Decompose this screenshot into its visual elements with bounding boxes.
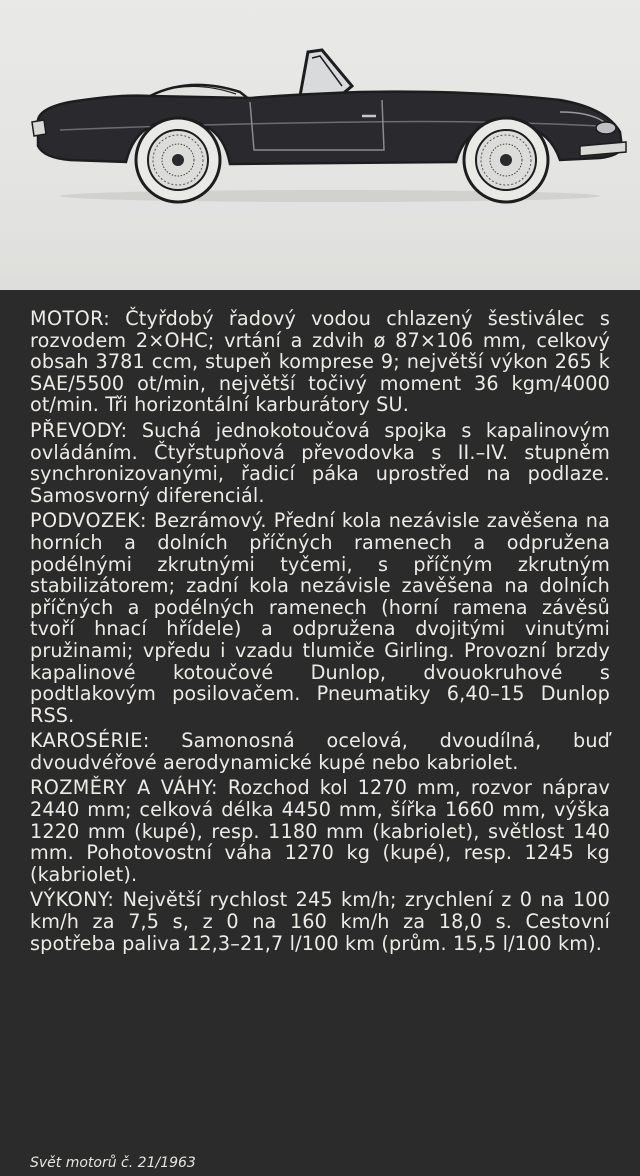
- technical-specs: [30, 308, 610, 958]
- spec-heading: KAROSÉRIE:: [30, 729, 150, 753]
- roadster-drawing: [0, 0, 640, 290]
- spec-heading: PŘEVODY:: [30, 418, 128, 442]
- front-wheel: [464, 118, 548, 202]
- spec-text: Čtyřdobý řadový vodou chlazený šestiválec s rozvodem 2×OHC; vrtání a zdvih ø 87×106 mm, celkový obsah 3781 ccm, stupeň komprese 9; největší výkon 265 k SAE/5500 ot/min, největší točivý moment 36 kgm/4000 ot/min. Tři horizontální karburátory SU.: [30, 307, 610, 417]
- spec-heading: ROZMĚRY A VÁHY:: [30, 776, 218, 800]
- spec-podvozek: [30, 510, 610, 726]
- spec-motor: [30, 308, 610, 416]
- spec-heading: VÝKONY:: [30, 888, 115, 912]
- spec-rozmery: [30, 777, 610, 885]
- rear-wheel: [136, 118, 220, 202]
- source-credit: Svět motorů č. 21/1963: [30, 1155, 196, 1171]
- spec-text: Rozchod kol 1270 mm, rozvor náprav 2440 mm; celková délka 4450 mm, šířka 1660 mm, výška 1220 mm (kupé), resp. 1180 mm (kabriolet), světlost 140 mm. Pohotovostní váha 1270 kg (kupé), resp. 1245 kg (kabriolet).: [30, 776, 610, 886]
- spec-text: Suchá jednokotoučová spojka s kapalinovým ovládáním. Čtyřstupňová převodovka s II.–IV. stupněm synchronizovanými, řadicí páka uprostřed na podlaze. Samosvorný diferenciál.: [30, 418, 610, 507]
- spec-vykony: [30, 889, 610, 954]
- spec-text: Bezrámový. Přední kola nezávisle zavěšena na horních a dolních příčných ramenech a odpružena podélnými zkrutnými tyčemi, s příčným zkrutným stabilizátorem; zadní kola nezávisle zavěšena na dolních příčných a podélných ramenech (horní ramena závěsů tvoří hnací hřídele) a odpružena dvojitými vinutými pružinami; vpředu i vzadu tlumiče Girling. Provozní brzdy kapalinové kotoučové Dunlop, dvouokruhové s podtlakovým posilovačem. Pneumatiky 6,40–15 Dunlop RSS.: [30, 509, 610, 727]
- spec-heading: PODVOZEK:: [30, 509, 147, 533]
- car-illustration: [0, 0, 640, 290]
- spec-text: Samonosná ocelová, dvoudílná, buď dvoudvéřové aerodynamické kupé nebo kabriolet.: [30, 729, 610, 774]
- spec-karoserie: [30, 730, 610, 773]
- spec-prevody: [30, 420, 610, 506]
- spec-text: Největší rychlost 245 km/h; zrychlení z 0 na 100 km/h za 7,5 s, z 0 na 160 km/h za 18,0 s. Cestovní spotřeba paliva 12,3–21,7 l/100 km (prům. 15,5 l/100 km).: [30, 888, 610, 955]
- spec-heading: MOTOR:: [30, 307, 111, 330]
